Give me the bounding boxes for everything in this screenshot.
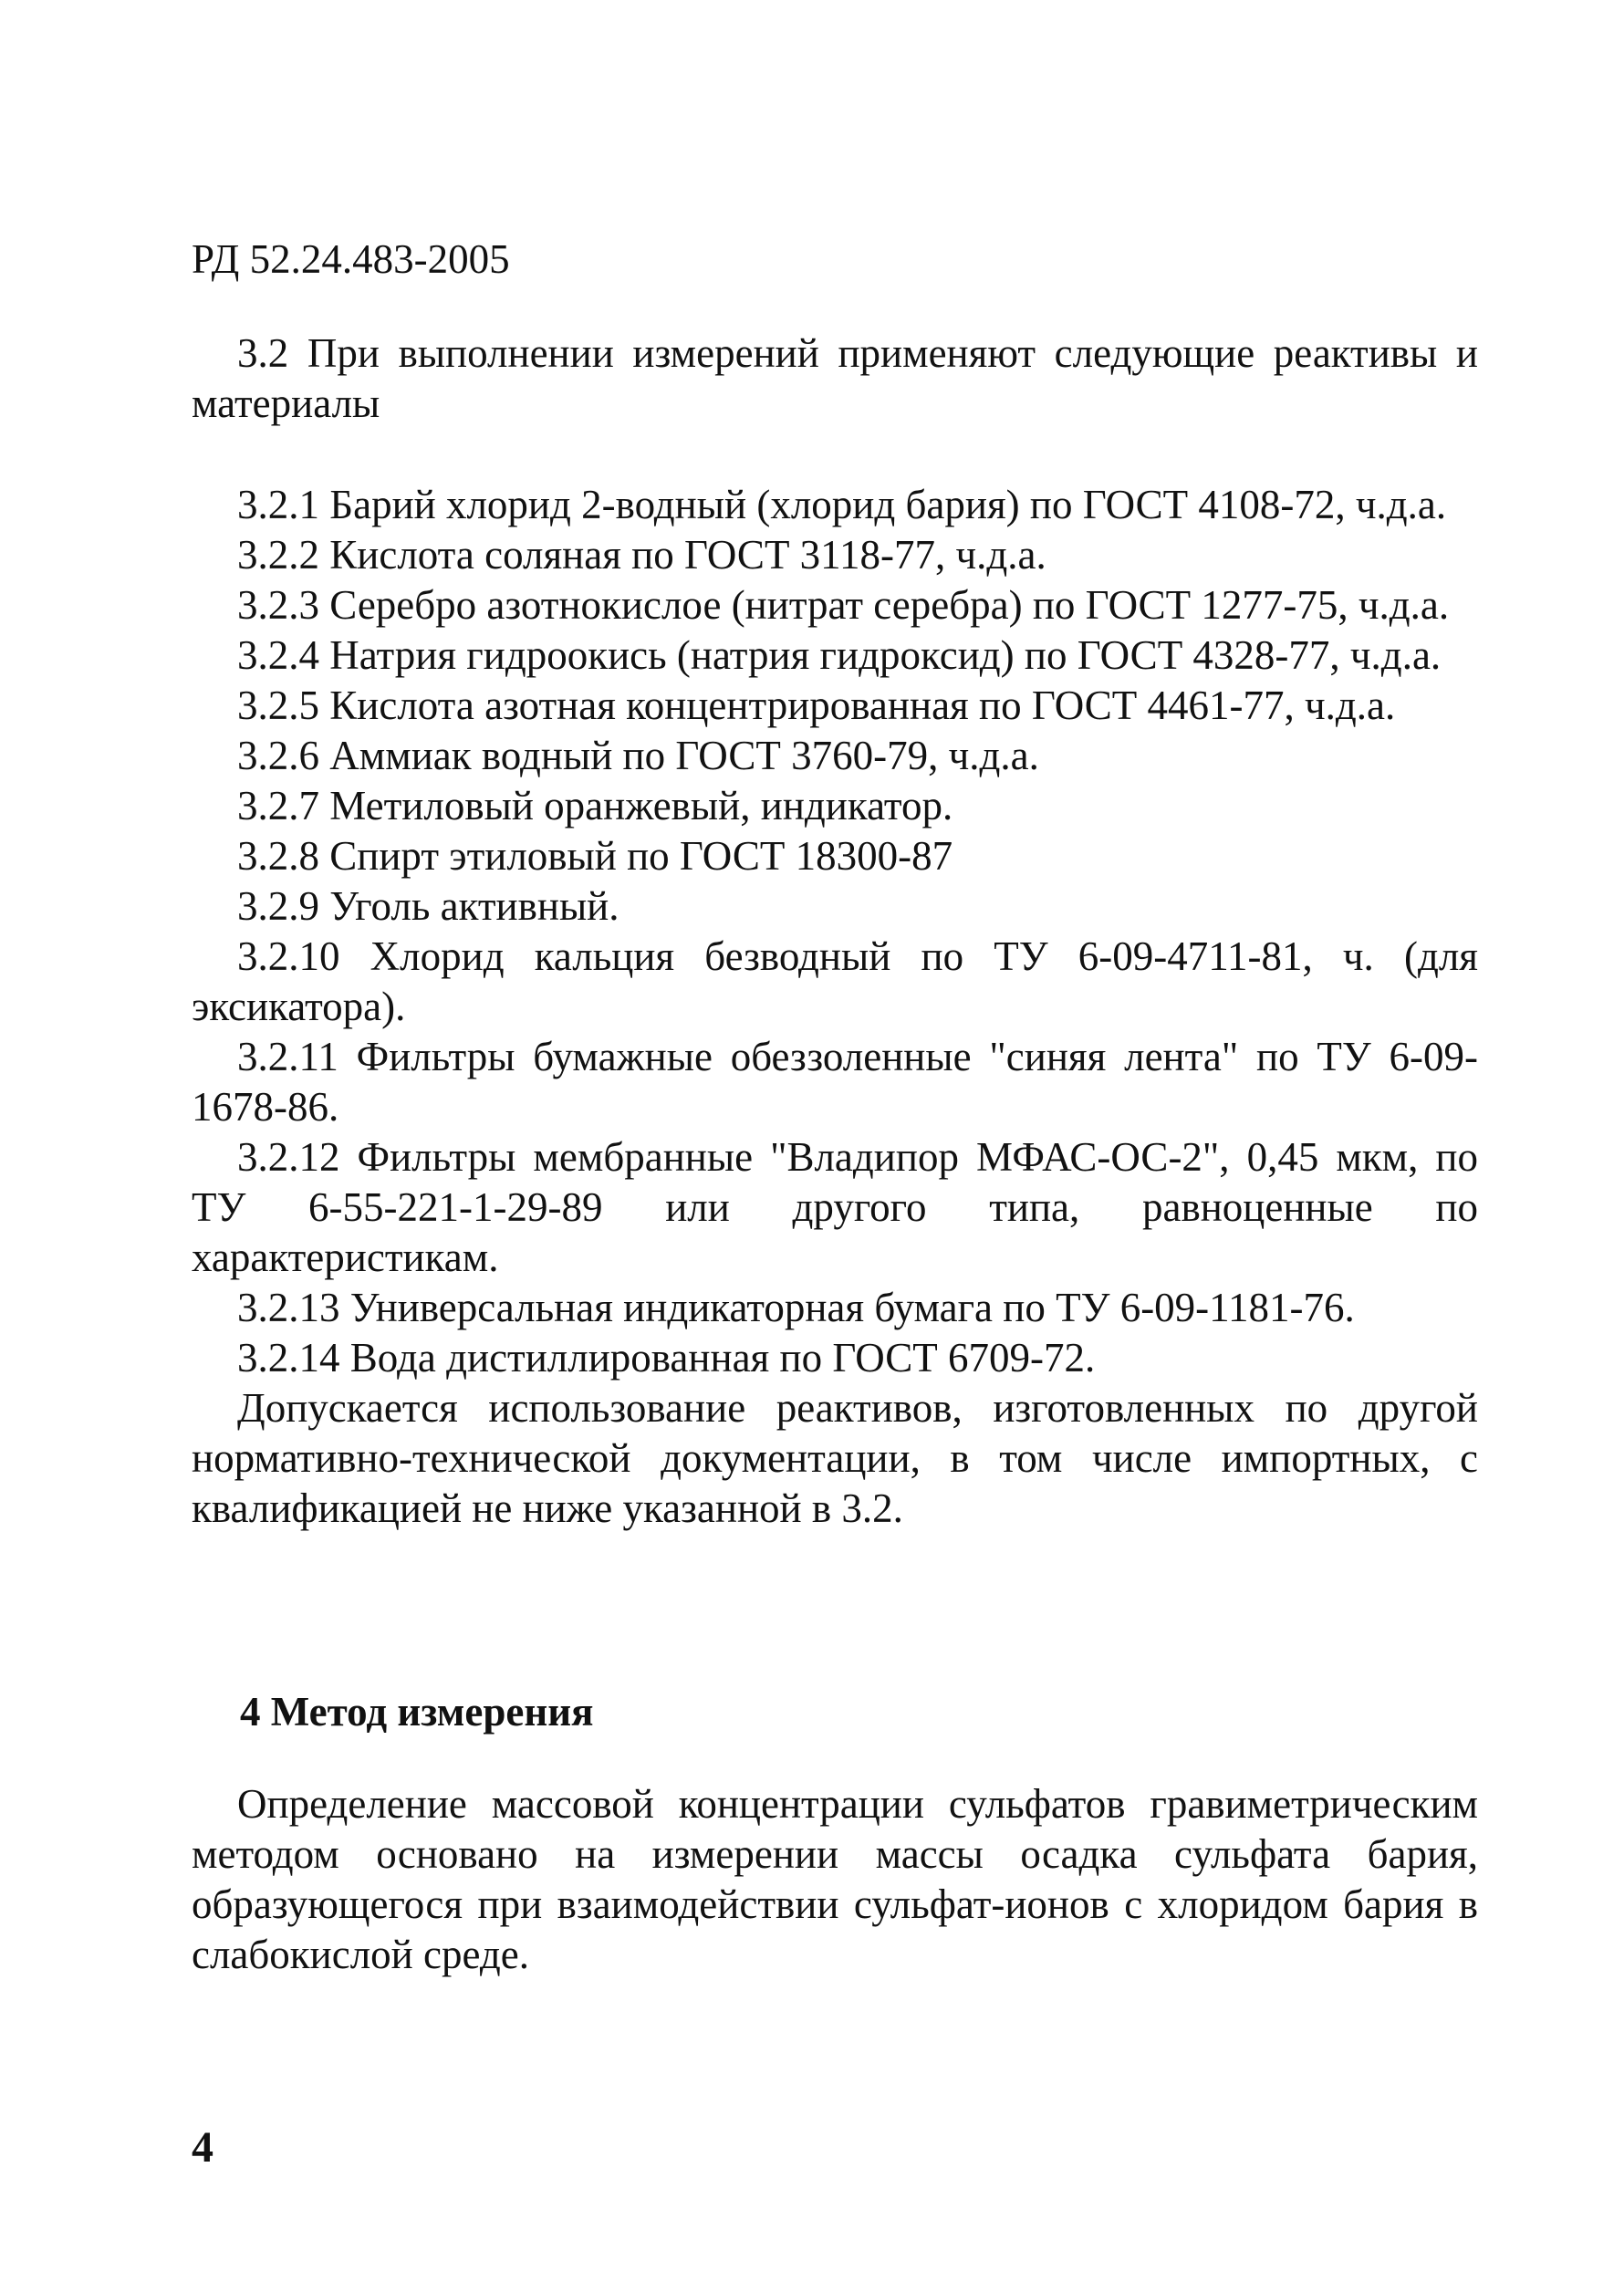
item-number: 3.2.5: [237, 683, 319, 728]
list-item: [192, 932, 1478, 1032]
item-number: 3.2.13: [237, 1285, 340, 1330]
item-number: 3.2.3: [237, 582, 319, 628]
item-text: Вода дистиллированная по ГОСТ 6709-72.: [349, 1335, 1096, 1381]
item-text: Метиловый оранжевый, индикатор.: [329, 783, 953, 828]
item-number: 3.2.9: [237, 883, 319, 929]
item-number: 3.2.6: [237, 733, 319, 778]
section-heading: 4 Метод измерения: [240, 1689, 594, 1735]
item-text: Натрия гидроокись (натрия гидроксид) по ГОСТ 4328-77, ч.д.а.: [329, 632, 1442, 678]
item-number: 3.2.4: [237, 632, 319, 678]
item-text: Универсальная индикаторная бумага по ТУ 6-09-1181-76.: [349, 1285, 1355, 1330]
item-text: Уголь активный.: [329, 883, 619, 929]
item-text: Фильтры бумажные обеззоленные "синяя лента" по ТУ 6-09-1678-86.: [192, 1034, 1479, 1130]
item-text: Кислота азотная концентрированная по ГОСТ 4461-77, ч.д.а.: [329, 683, 1396, 728]
list-item: [192, 831, 1478, 881]
page-number: 4: [192, 2123, 213, 2172]
section-4-body: [192, 1779, 1478, 1980]
item-number: 3.2.12: [237, 1134, 340, 1180]
list-item: [192, 1283, 1478, 1333]
item-number: 3.2.2: [237, 532, 319, 578]
item-number: 3.2.7: [237, 783, 319, 828]
item-text: Аммиак водный по ГОСТ 3760-79, ч.д.а.: [329, 733, 1039, 778]
document-code: РД 52.24.483-2005: [192, 236, 510, 282]
item-text: Спирт этиловый по ГОСТ 18300-87: [329, 833, 953, 879]
item-text: Хлорид кальция безводный по ТУ 6-09-4711-81, ч. (для эксикатора).: [192, 933, 1478, 1029]
item-text: Кислота соляная по ГОСТ 3118-77, ч.д.а.: [329, 532, 1046, 578]
item-number: 3.2.8: [237, 833, 319, 879]
list-item: [192, 781, 1478, 831]
method-paragraph: Определение массовой концентрации сульфатов гравиметрическим методом основано на измерении массы осадка сульфата бария, образующегося при взаимодействии сульфат-ионов с хлоридом бария в слабокислой среде.: [192, 1781, 1478, 1977]
reagents-list: [192, 480, 1478, 1534]
item-number: 3.2.14: [237, 1335, 340, 1381]
intro-paragraph: 3.2 При выполнении измерений применяют следующие реактивы и материалы: [192, 330, 1478, 426]
list-item: [192, 1333, 1478, 1383]
list-item: [192, 530, 1478, 580]
list-item: [192, 480, 1478, 530]
list-item: [192, 630, 1478, 681]
list-item: [192, 1132, 1478, 1283]
note-paragraph: Допускается использование реактивов, изготовленных по другой нормативно-технической документации, в том числе импортных, с квалификацией не ниже указанной в 3.2.: [192, 1385, 1478, 1531]
item-text: Фильтры мембранные "Владипор МФАС-ОС-2", 0,45 мкм, по ТУ 6-55-221-1-29-89 или другого типа, равноценные по характеристикам.: [192, 1134, 1479, 1280]
list-item: [192, 731, 1478, 781]
list-item: [192, 1032, 1478, 1132]
item-number: 3.2.1: [237, 482, 319, 527]
list-item: [192, 580, 1478, 630]
item-number: 3.2.10: [237, 933, 340, 979]
list-item: [192, 681, 1478, 731]
item-text: Серебро азотнокислое (нитрат серебра) по ГОСТ 1277-75, ч.д.а.: [329, 582, 1450, 628]
list-item: [192, 881, 1478, 932]
item-text: Барий хлорид 2-водный (хлорид бария) по ГОСТ 4108-72, ч.д.а.: [329, 482, 1447, 527]
item-number: 3.2.11: [237, 1034, 338, 1079]
section-3-2-intro: [192, 328, 1478, 429]
